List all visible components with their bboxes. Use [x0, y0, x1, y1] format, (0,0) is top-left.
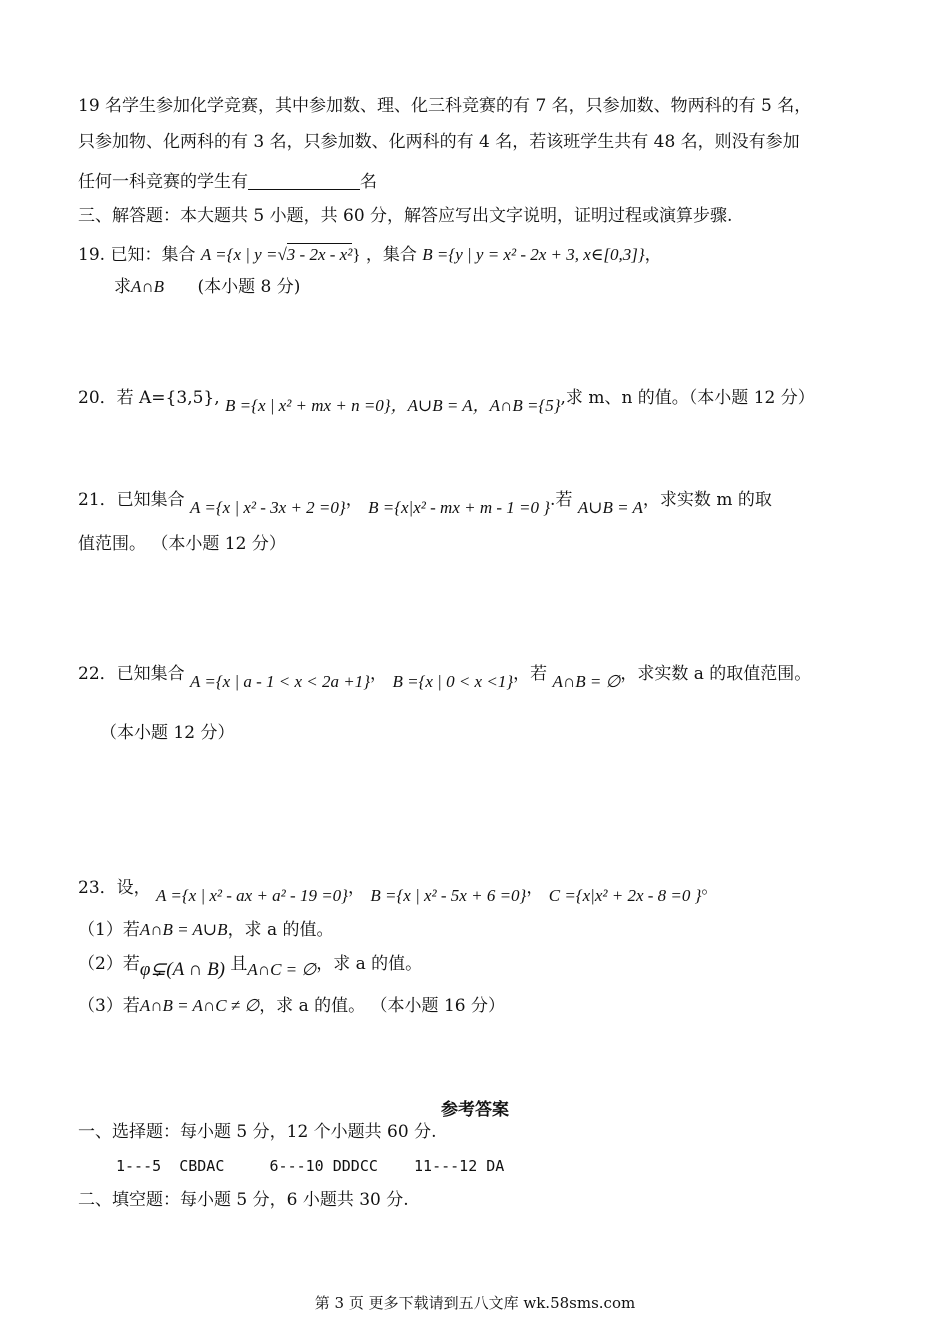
answer-blank	[248, 175, 360, 190]
q23-p2-suffix: ，求 a 的值。	[316, 954, 423, 974]
q20-line	[78, 386, 815, 415]
q23-sep2: ，	[526, 878, 544, 898]
q22-points: （本小题 12 分）	[100, 723, 235, 743]
q22-cond: A∩B = ∅	[552, 672, 621, 691]
q23-p2-prefix: （2）若	[78, 954, 140, 974]
intro-line-3-suffix: 名	[360, 172, 377, 192]
q23-setB: B ={x | x² - 5x + 6 =0}	[370, 886, 527, 905]
q23-p1-suffix: ，求 a 的值。	[227, 920, 334, 940]
q21-cond: A∪B = A	[577, 498, 643, 517]
answers-section-1: 一、选择题：每小题 5 分，12 个小题共 60 分.	[78, 1122, 437, 1142]
answers-section-2: 二、填空题：每小题 5 分，6 小题共 30 分.	[78, 1190, 409, 1210]
q23-p2-mid: 且	[230, 954, 248, 974]
q23-setC: C ={x|x² + 2x - 8 =0 }	[548, 886, 702, 905]
intro-line-2: 只参加物、化两科的有 3 名，只参加数、化两科的有 4 名，若该班学生共有 48 名，则没有参加	[78, 132, 800, 152]
q20-number: 20．若 A={3,5},	[78, 388, 220, 408]
q23-p3-expr: A∩B = A∩C ≠ ∅	[139, 996, 260, 1015]
q21-setB: B ={x|x² - mx + m - 1 =0 }	[368, 498, 551, 517]
q20-expr: B ={x | x² + mx + n =0}，A∪B = A，A∩B ={5}	[225, 396, 561, 415]
q23-p2-expr2: A∩C = ∅	[247, 960, 317, 979]
q22-setB: B ={x | 0 < x <1}	[392, 672, 514, 691]
intro-line-3	[78, 170, 377, 194]
q19-setA-close: }	[352, 245, 361, 264]
q19-ask: 求	[114, 277, 131, 297]
q23-p1-expr: A∩B = A∪B	[139, 920, 228, 939]
q19-mid: ，集合	[365, 245, 417, 265]
page-footer: 第 3 页 更多下载请到五八文库 wk.58sms.com	[314, 1294, 636, 1312]
intro-line-3-prefix: 任何一科竞赛的学生有	[78, 172, 248, 192]
q23-part-3	[78, 994, 505, 1018]
q19-setB: B ={y | y = x² - 2x + 3, x∈[0,3]}	[422, 245, 645, 264]
q22-setA: A ={x | a - 1 < x < 2a +1}	[190, 672, 371, 691]
q21-cond-prefix: .若	[550, 490, 573, 510]
intro-line-1: 19 名学生参加化学竞赛，其中参加数、理、化三科竞赛的有 7 名，只参加数、物两科的有 5 名，	[78, 96, 812, 116]
q22-line-1	[78, 662, 812, 691]
q23-p3-suffix: ，求 a 的值。 （本小题 16 分）	[259, 996, 505, 1016]
q19-number: 19. 已知：集合	[78, 245, 196, 265]
q23-number: 23．设，	[78, 878, 151, 898]
q23-part-1	[78, 918, 334, 942]
q23-p1-prefix: （1）若	[78, 920, 140, 940]
answers-title: 参考答案	[441, 1100, 509, 1120]
q20-ask: ,求 m、n 的值。（本小题 12 分）	[560, 388, 815, 408]
q23-p3-prefix: （3）若	[78, 996, 140, 1016]
q19-setA: A ={x | y =	[200, 245, 278, 264]
q19-end: ，	[644, 245, 662, 265]
q23-part-2	[78, 952, 423, 980]
answers-choices: 1---5 CBDAC 6---10 DDDCC 11---12 DA	[116, 1157, 505, 1175]
q23-setA: A ={x | x² - ax + a² - 19 =0}	[156, 886, 348, 905]
q22-sep: ，	[370, 664, 388, 684]
q23-sep1: ，	[347, 878, 365, 898]
q19-ask-expr: A∩B	[131, 277, 165, 296]
q21-sep: ，	[345, 490, 363, 510]
q19-sqrt: 3 - 2x - x²	[286, 245, 353, 264]
q23-line-1	[78, 876, 719, 905]
q23-end: 。	[701, 878, 719, 898]
q22-number: 22．已知集合	[78, 664, 185, 684]
q19-line-2	[114, 275, 300, 299]
q19-line-1: 19. 已知：集合 A ={x | y =√3 - 2x - x²} ，集合 B ={y | y = x² - 2x + 3, x∈[0,3]}，	[78, 245, 662, 265]
q21-ask: ，求实数 m 的取	[642, 490, 772, 510]
q19-points: (本小题 8 分)	[197, 277, 301, 297]
section3-header: 三、解答题：本大题共 5 小题，共 60 分，解答应写出文字说明，证明过程或演算步骤.	[78, 206, 733, 226]
q22-ask: ，求实数 a 的取值范围。	[620, 664, 812, 684]
q21-setA: A ={x | x² - 3x + 2 =0}	[190, 498, 346, 517]
q22-cond-prefix: ，若	[513, 664, 548, 684]
q21-line-1	[78, 488, 772, 517]
q21-line-2: 值范围。 （本小题 12 分）	[78, 534, 286, 554]
q21-number: 21．已知集合	[78, 490, 185, 510]
q23-p2-expr1: φ⊊(A ∩ B)	[139, 959, 226, 980]
